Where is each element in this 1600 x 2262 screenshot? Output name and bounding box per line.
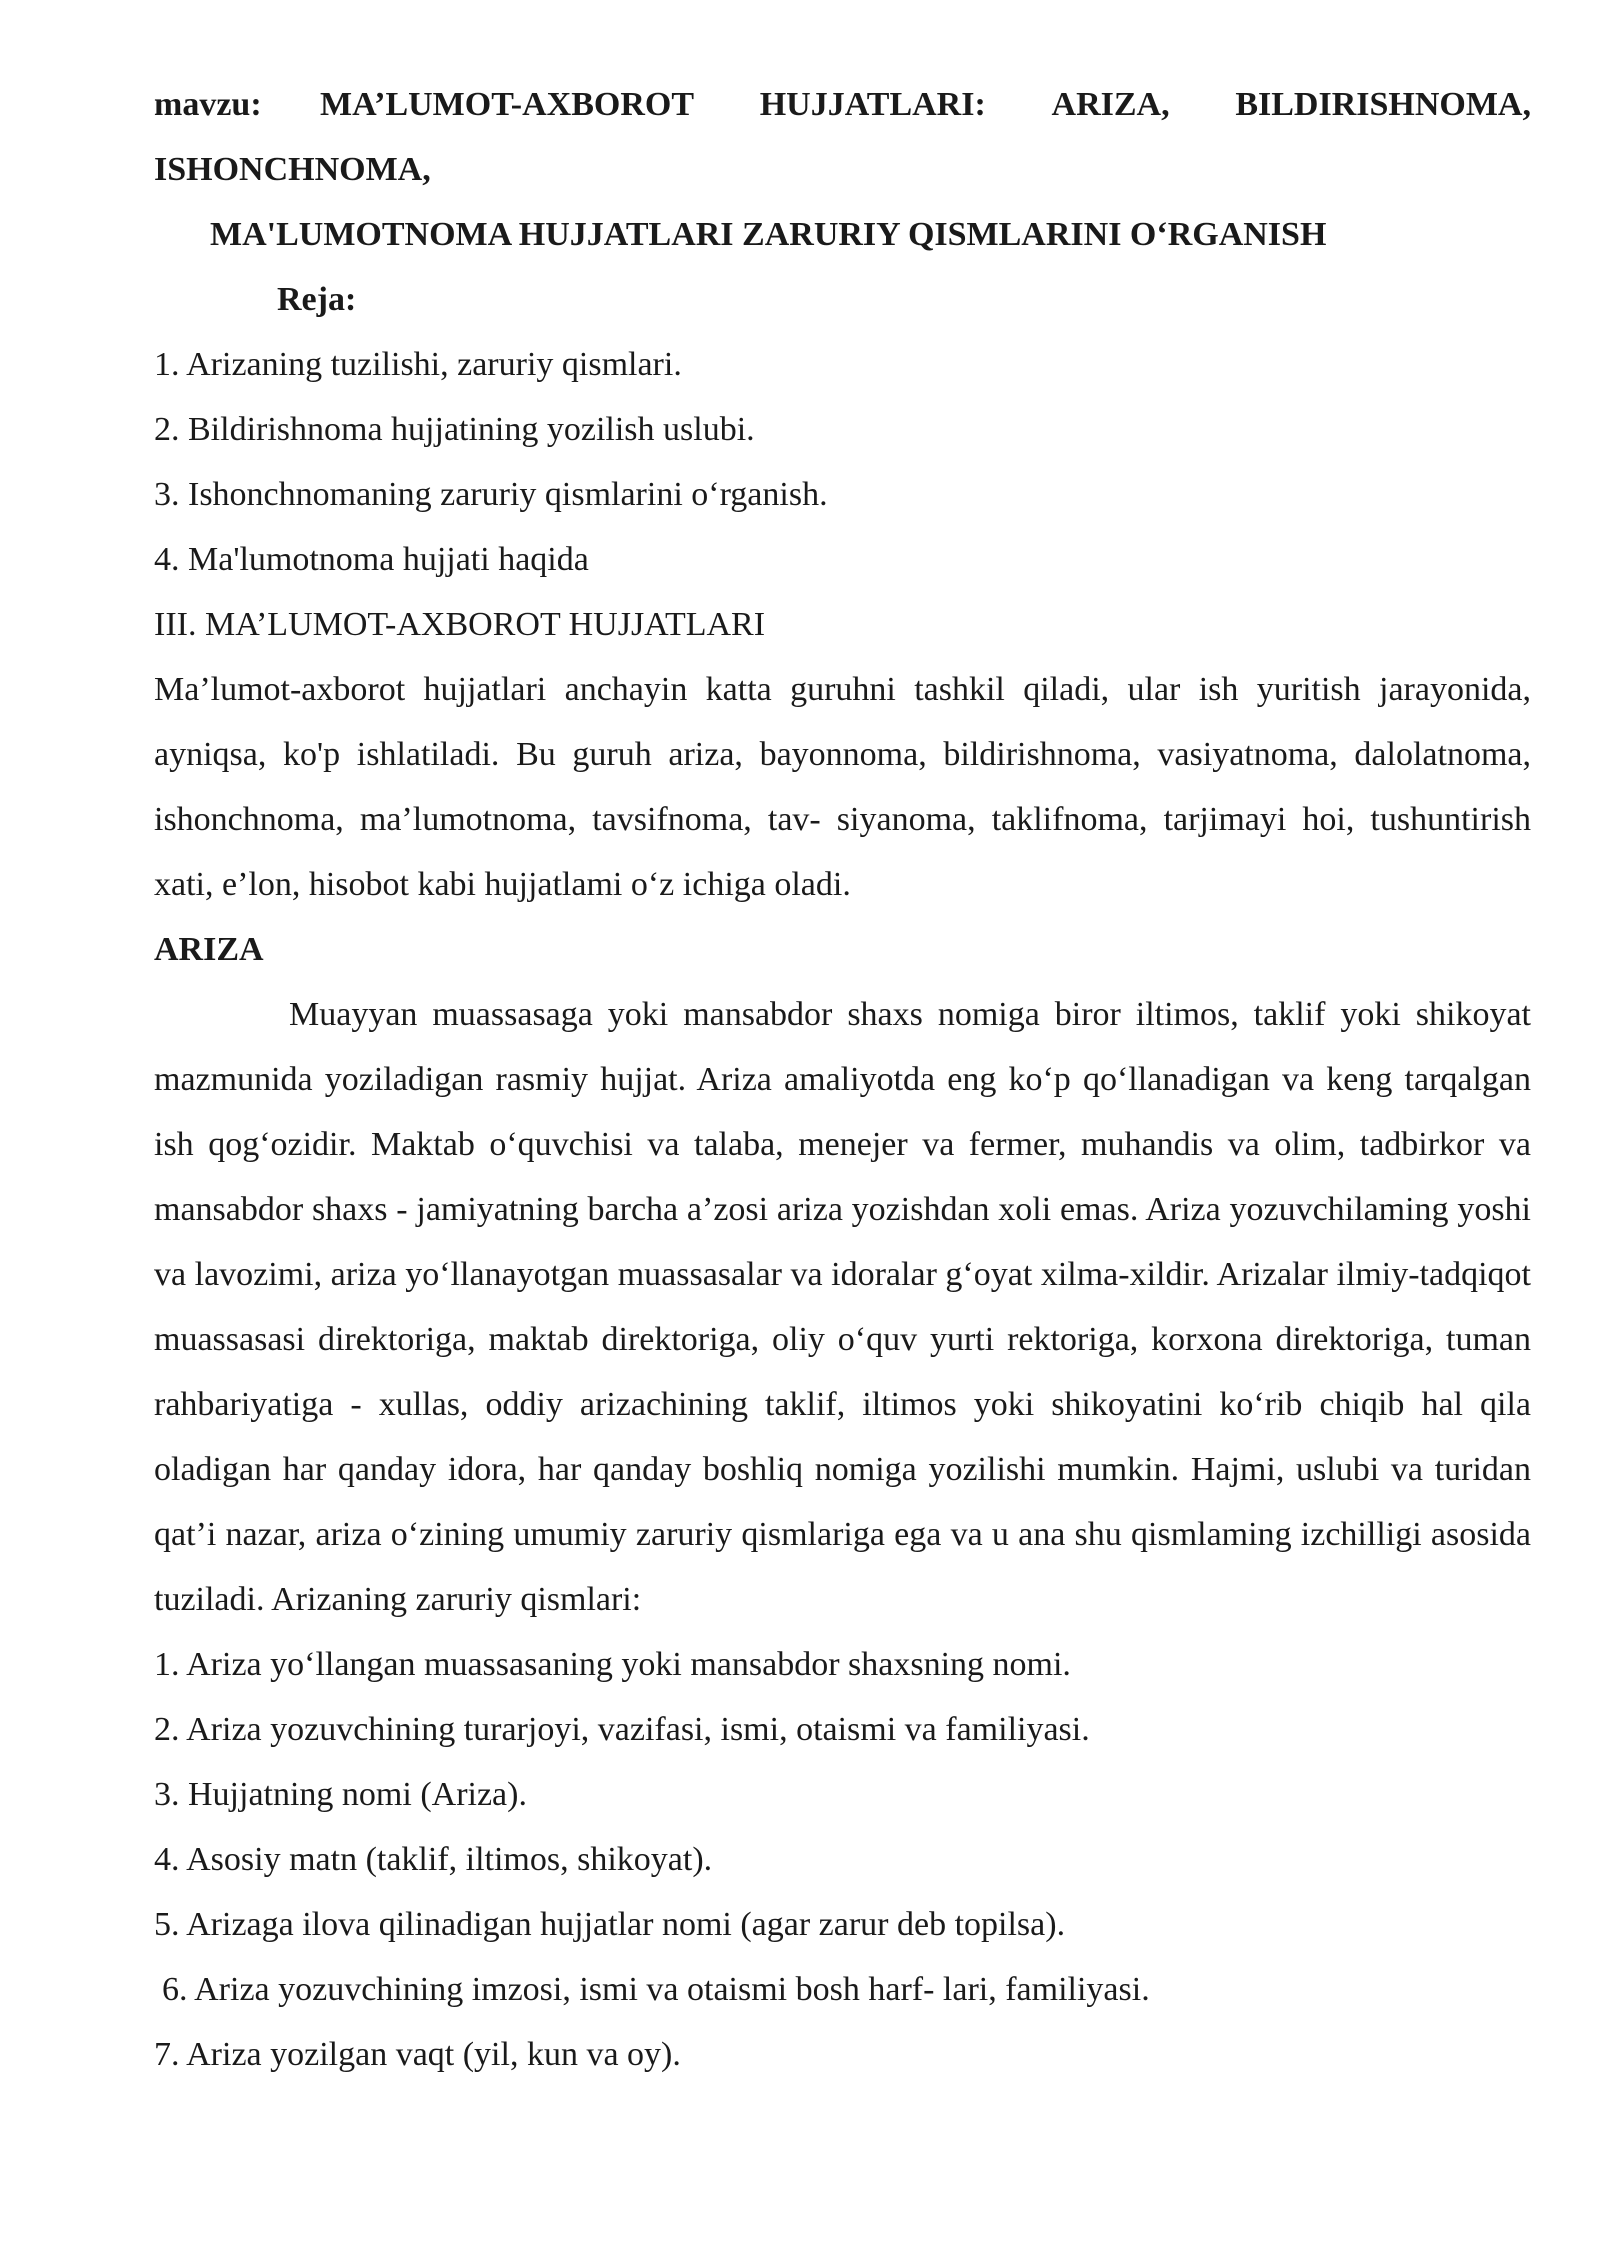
topic-title-line xyxy=(154,72,1531,137)
ariza-paragraph: Muayyan muassasaga yoki mansabdor shaxs nomiga biror iltimos, taklif yoki shikoyat mazmunida yoziladigan rasmiy hujjat. Ariza amaliyotda eng ko‘p qo‘llanadigan va keng tarqalgan ish qog‘ozidir. Maktab o‘quvchisi va talaba, menejer va fermer, muhandis va olim, tadbirkor va mansabdor shaxs - jamiyatning barcha a’zosi ariza yozishdan xoli emas. Ariza yozuvchilaming yoshi va lavozimi, ariza yo‘llanayotgan muassasalar va idoralar g‘oyat xilma-xildir. Arizalar ilmiy-tadqiqot muassasasi direktoriga, maktab direktoriga, oliy o‘quv yurti rektoriga, korxona direktoriga, tuman rahbariyatiga - xullas, oddiy arizachining taklif, iltimos yoki shikoyatini ko‘rib chiqib hal qila oladigan har qanday idora, har qanday boshliq nomiga yozilishi mumkin. Hajmi, uslubi va turidan qat’i nazar, ariza o‘zining umumiy zaruriy qismlariga ega va u ana shu qismlaming izchilligi asosida tuziladi. Arizaning zaruriy qismlari: xyxy=(154,996,1531,1618)
topic-subtitle: MA'LUMOTNOMA HUJJATLARI ZARURIY QISMLARINI O‘RGANISH xyxy=(210,216,1327,253)
ariza-part-item: 6. Ariza yozuvchining imzosi, ismi va otaismi bosh harf- lari, familiyasi. xyxy=(162,1971,1150,2008)
section-heading: III. MA’LUMOT-AXBOROT HUJJATLARI xyxy=(154,606,766,643)
ariza-part-item: 4. Asosiy matn (taklif, iltimos, shikoyat). xyxy=(154,1841,713,1878)
section-paragraph: Ma’lumot-axborot hujjatlari anchayin katta guruhni tashkil qiladi, ular ish yuritish jarayonida, ayniqsa, ko'p ishlatiladi. Bu guruh ariza, bayonnoma, bildirishnoma, vasiyatnoma, dalolatnoma, ishonchnoma, ma’lumotnoma, tavsifnoma, tav- siyanoma, taklifnoma, tarjimayi hoi, tushuntirish xati, e’lon, hisobot kabi hujjatlami o‘z ichiga oladi. xyxy=(154,671,1531,903)
plan-item: 3. Ishonchnomaning zaruriy qismlarini o‘rganish. xyxy=(154,476,828,513)
ariza-part-item: 2. Ariza yozuvchining turarjoyi, vazifasi, ismi, otaismi va familiyasi. xyxy=(154,1711,1090,1748)
document-page xyxy=(154,72,1531,2087)
topic-title-word: ARIZA, xyxy=(1051,86,1170,123)
topic-title-word: HUJJATLARI: xyxy=(759,86,986,123)
plan-item: 2. Bildirishnoma hujjatining yozilish uslubi. xyxy=(154,411,755,448)
topic-label: mavzu: xyxy=(154,86,262,123)
ariza-part-item: 5. Arizaga ilova qilinadigan hujjatlar nomi (agar zarur deb topilsa). xyxy=(154,1906,1066,1943)
topic-title-word: BILDIRISHNOMA, xyxy=(1235,86,1531,123)
ariza-part-item: 3. Hujjatning nomi (Ariza). xyxy=(154,1776,527,1813)
ariza-part-item: 1. Ariza yo‘llangan muassasaning yoki mansabdor shaxsning nomi. xyxy=(154,1646,1071,1683)
plan-item: 4. Ma'lumotnoma hujjati haqida xyxy=(154,541,589,578)
ariza-part-item: 7. Ariza yozilgan vaqt (yil, kun va oy). xyxy=(154,2036,681,2073)
topic-title-word: MA’LUMOT-AXBOROT xyxy=(320,86,694,123)
plan-heading: Reja: xyxy=(277,281,357,318)
ariza-heading: ARIZA xyxy=(154,931,264,968)
topic-title-text xyxy=(320,72,1531,137)
plan-item: 1. Arizaning tuzilishi, zaruriy qismlari. xyxy=(154,346,682,383)
topic-title-continuation: ISHONCHNOMA, xyxy=(154,151,431,188)
